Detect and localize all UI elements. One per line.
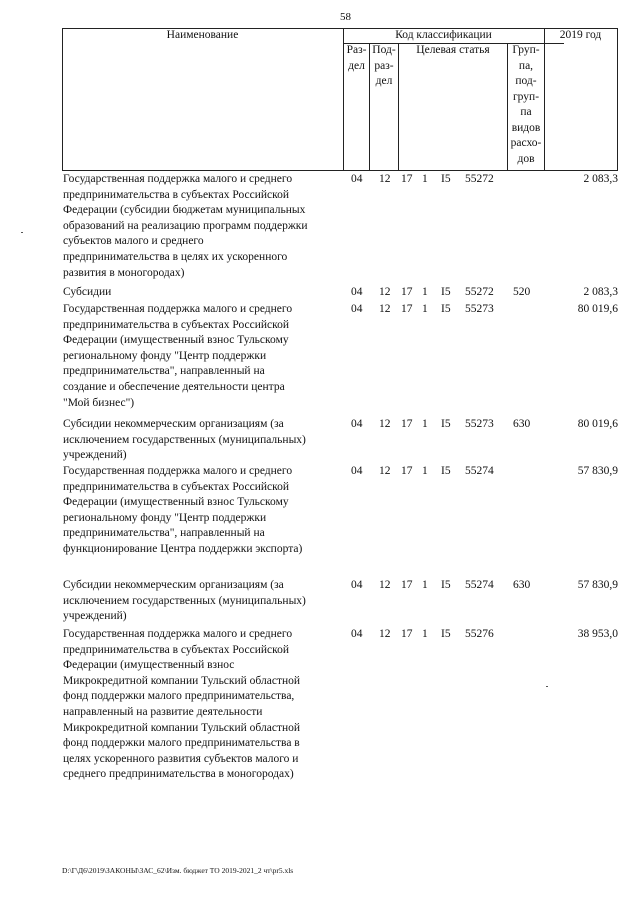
cell-name-line: Субсидии некоммерческим организациям (за [63,579,284,591]
cell-podrazdel: 12 [379,418,391,430]
cell-name-line: предпринимательства в субъектах Российской [63,480,290,493]
cell-name-line: Государственная поддержка малого и среднего [63,173,293,185]
cell-target-direction: 55274 [465,579,494,591]
cell-name-line: развития в моногородах) [63,266,185,279]
file-path-footer: D:\Г\Д6\2019\ЗАКОНЫ\ЗАС_62\Изм. бюджет ТО 2019-2021_2 чт\pr5.xls [62,866,294,875]
cell-target-direction: 55272 [465,173,494,185]
header-group-line: па [520,106,532,118]
cell-name-line: Субсидии [63,286,112,298]
header-podrazdel-line: дел [375,75,393,87]
cell-group: 630 [513,418,531,430]
cell-target-subprogram: 1 [422,628,428,640]
cell-target-program: 17 [401,173,413,185]
header-col-divider-podrazdel [398,43,399,170]
cell-name-line: Микрокредитной компании Тульский областной [63,721,301,734]
cell-name-line: Федерации (субсидии бюджетам муниципальных [63,204,306,217]
cell-target-program: 17 [401,579,413,591]
header-group-line: расхо- [510,137,542,149]
header-col-divider-group [544,28,545,170]
cell-name-line: субъектов малого и среднего [63,235,204,248]
cell-name-line: Федерации (имущественный взнос [63,659,235,672]
cell-target-subprogram: 1 [422,465,428,477]
cell-amount: 80 019,6 [577,303,618,315]
cell-name [63,302,348,411]
cell-name-line: Микрокредитной компании Тульский областной [63,674,301,687]
header-target: Целевая статья [416,44,490,56]
cell-name-line: фонд поддержки малого предпринимательства в [63,737,300,750]
cell-group: 630 [513,579,531,591]
header-podrazdel-line: раз- [374,59,394,72]
cell-name-line: создание и обеспечение деятельности центра [63,380,285,393]
cell-target-project: I5 [441,579,451,591]
header-group-line: груп- [512,90,540,103]
cell-podrazdel: 12 [379,579,391,591]
cell-name-line: предпринимательства в субъектах Российской [63,188,290,201]
cell-name-line: региональному фонду "Центр поддержки [63,349,267,362]
cell-target-program: 17 [401,286,413,298]
scan-mark [21,232,23,233]
header-razdel-line: Раз- [346,44,367,56]
cell-name [63,627,348,783]
header-year: 2019 год [559,29,602,41]
cell-target-project: I5 [441,173,451,185]
cell-name [63,464,348,558]
table-header [62,28,618,170]
cell-amount: 57 830,9 [577,465,618,477]
cell-target-program: 17 [401,418,413,430]
header-bottom-border [62,170,618,171]
header-group-line: па, [518,59,534,72]
header-podrazdel [370,43,398,90]
cell-name [63,285,348,301]
cell-razdel: 04 [351,465,363,477]
cell-name-line: Государственная поддержка малого и среднего [63,628,293,640]
cell-amount: 2 083,3 [583,173,618,185]
cell-name-line: предпринимательства", направленный на [63,365,265,378]
cell-name-line: целях ускоренного развития субъектов малого и [63,752,299,765]
cell-name-line: Государственная поддержка малого и среднего [63,465,293,477]
scan-mark [546,686,548,687]
cell-razdel: 04 [351,418,363,430]
cell-target-direction: 55274 [465,465,494,477]
header-podrazdel-line: Под- [372,44,396,56]
header-group-line: видов [511,121,541,134]
cell-target-subprogram: 1 [422,418,428,430]
cell-name-line: учреждений) [63,610,127,623]
cell-name-line: предпринимательства", направленный на [63,527,265,540]
cell-target-project: I5 [441,465,451,477]
header-right-border [617,28,618,170]
cell-amount: 57 830,9 [577,579,618,591]
cell-name-line: Федерации (имущественный взнос Тульскому [63,334,289,347]
header-razdel-line: дел [348,59,365,72]
cell-name-line: предпринимательства в субъектах Российской [63,643,290,656]
cell-name [63,172,348,281]
cell-razdel: 04 [351,579,363,591]
cell-razdel: 04 [351,628,363,640]
cell-name-line: Федерации (имущественный взнос Тульскому [63,496,289,509]
cell-name-line: исключением государственных (муниципальных) [63,433,306,446]
cell-target-program: 17 [401,465,413,477]
cell-name-line: предпринимательства в субъектах Российской [63,318,290,331]
cell-target-project: I5 [441,628,451,640]
cell-target-program: 17 [401,628,413,640]
cell-podrazdel: 12 [379,286,391,298]
cell-target-direction: 55276 [465,628,494,640]
cell-name-line: направленный на развитие деятельности [63,705,263,718]
cell-razdel: 04 [351,303,363,315]
cell-name-line: среднего предпринимательства в моногородах) [63,768,294,781]
cell-target-subprogram: 1 [422,173,428,185]
cell-name-line: "Мой бизнес") [63,396,135,409]
cell-name [63,578,348,625]
cell-podrazdel: 12 [379,303,391,315]
cell-target-subprogram: 1 [422,286,428,298]
cell-amount: 38 953,0 [577,628,618,640]
cell-podrazdel: 12 [379,173,391,185]
cell-target-project: I5 [441,303,451,315]
cell-amount: 80 019,6 [577,418,618,430]
cell-target-project: I5 [441,418,451,430]
cell-razdel: 04 [351,286,363,298]
page-number: 58 [340,11,351,23]
cell-group: 520 [513,286,531,298]
header-group [508,43,544,167]
header-razdel [344,43,369,74]
cell-name-line: Государственная поддержка малого и среднего [63,303,293,315]
cell-name-line: предпринимательства в целях их ускоренного [63,250,288,263]
cell-name-line: учреждений) [63,449,127,462]
header-left-border [62,28,63,170]
cell-target-project: I5 [441,286,451,298]
header-code-group: Код классификации [395,29,492,41]
header-group-line: под- [515,75,537,87]
cell-target-direction: 55272 [465,286,494,298]
cell-podrazdel: 12 [379,465,391,477]
cell-name-line: фонд поддержки малого предпринимательства, [63,690,295,703]
cell-target-direction: 55273 [465,303,494,315]
cell-razdel: 04 [351,173,363,185]
cell-target-direction: 55273 [465,418,494,430]
cell-name-line: образований на реализацию программ поддержки [63,219,308,232]
cell-name-line: региональному фонду "Центр поддержки [63,511,267,524]
cell-name-line: исключением государственных (муниципальных) [63,594,306,607]
cell-amount: 2 083,3 [583,286,618,298]
cell-name [63,417,348,464]
cell-target-subprogram: 1 [422,579,428,591]
header-group-line: дов [517,152,535,165]
cell-podrazdel: 12 [379,628,391,640]
cell-target-program: 17 [401,303,413,315]
cell-name-line: функционирование Центра поддержки экспорта) [63,542,303,555]
header-group-line: Груп- [512,44,540,56]
cell-name-line: Субсидии некоммерческим организациям (за [63,418,284,430]
header-name: Наименование [166,29,239,41]
cell-target-subprogram: 1 [422,303,428,315]
